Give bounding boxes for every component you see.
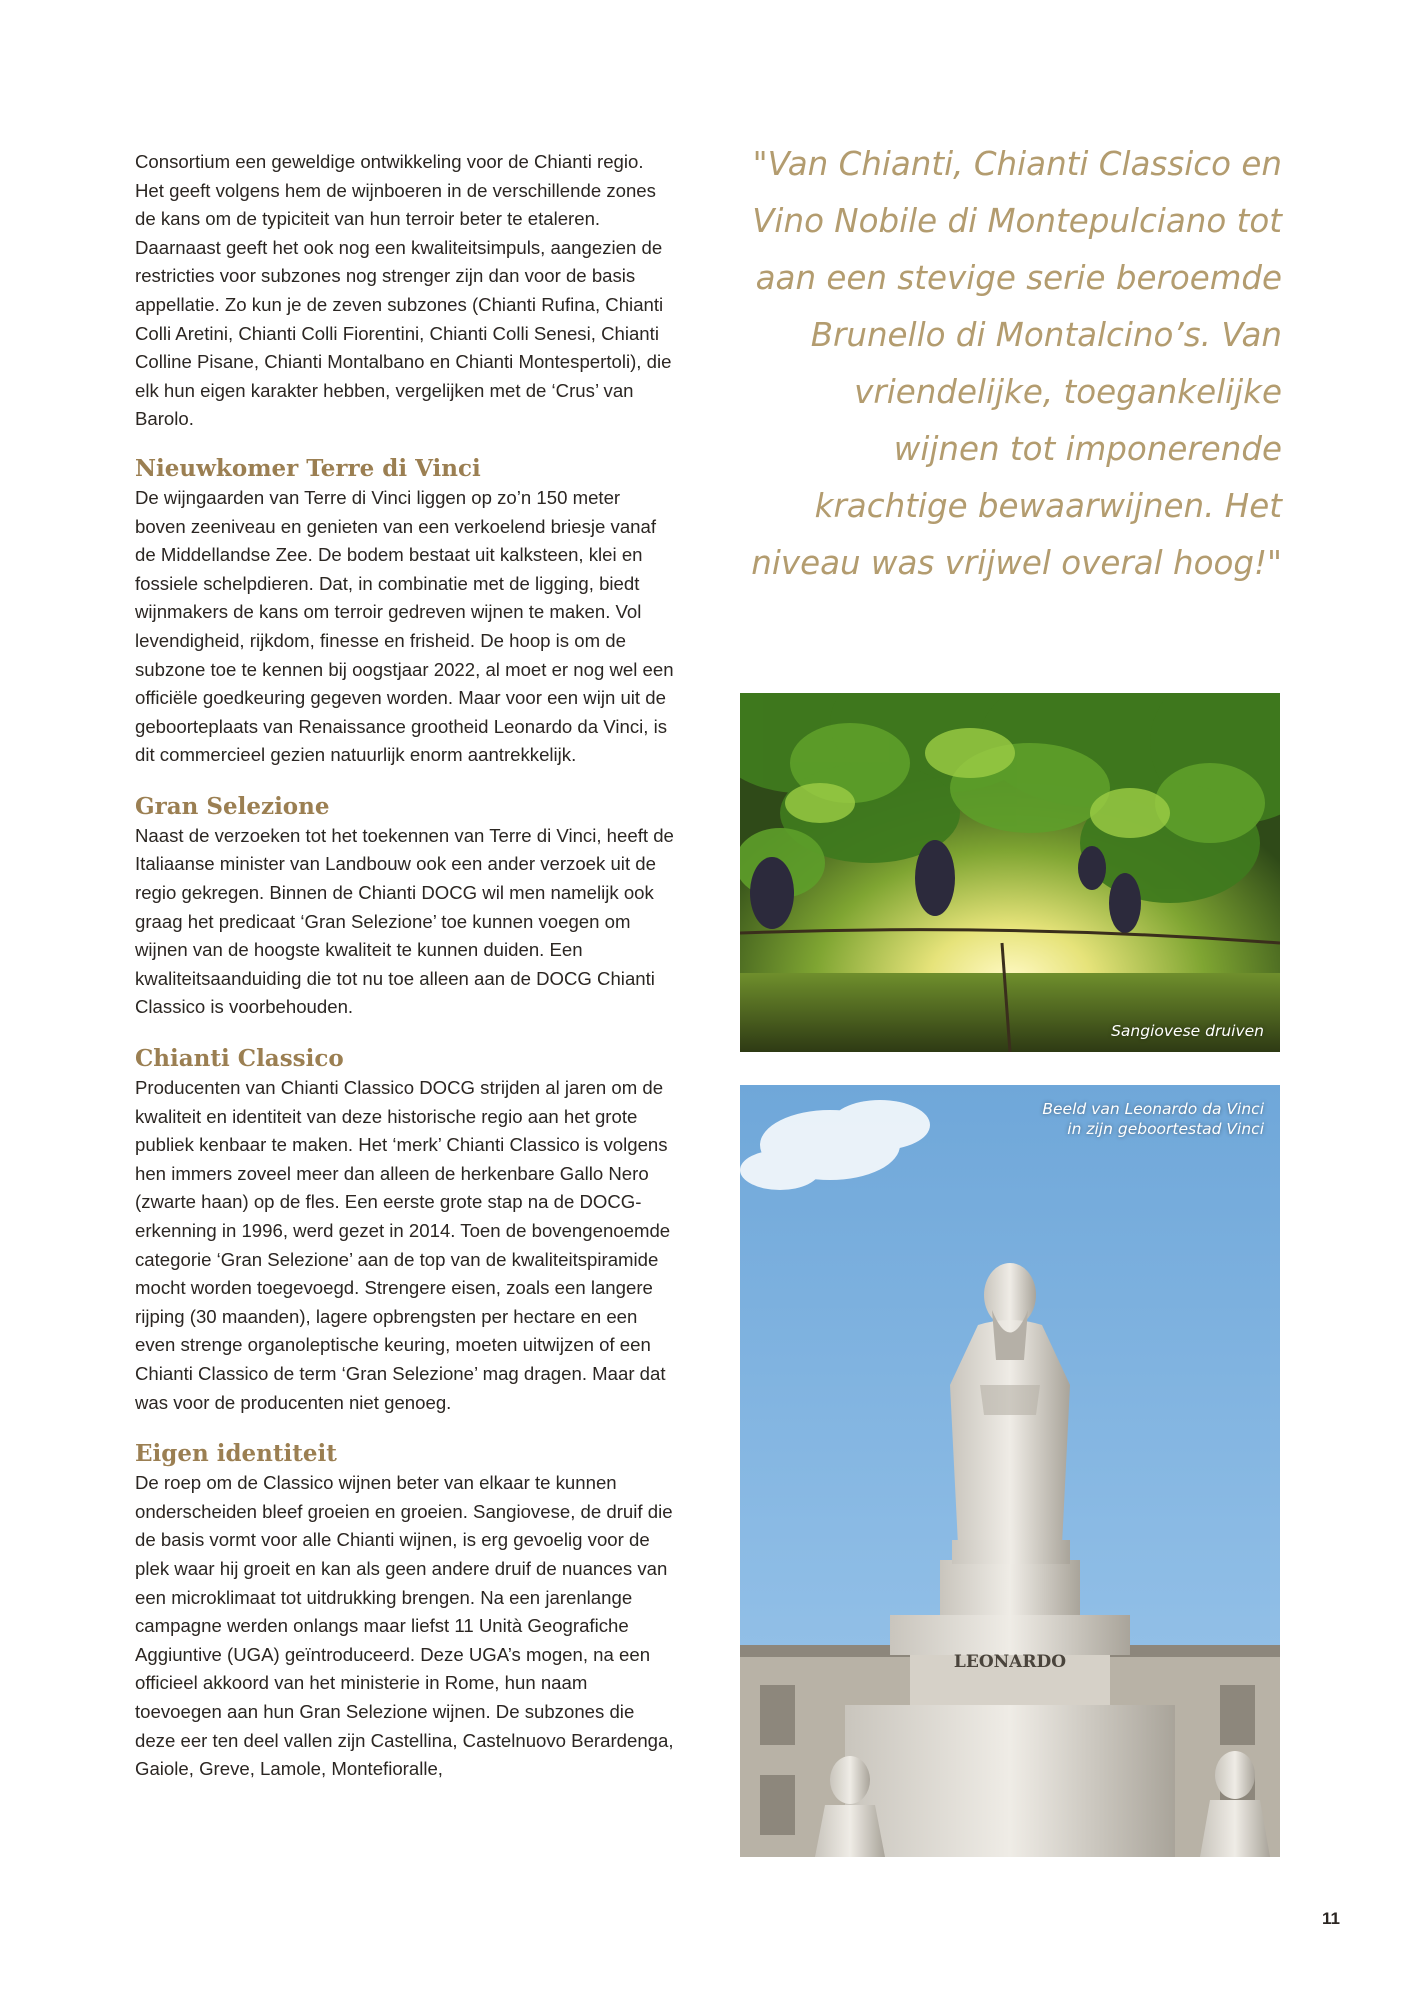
section-heading: Gran Selezione bbox=[135, 792, 330, 820]
section-eigen-identiteit bbox=[135, 1439, 675, 1784]
section-chianti-classico bbox=[135, 1044, 675, 1417]
vineyard-illustration bbox=[740, 693, 1280, 1052]
section-body: Naast de verzoeken tot het toekennen van Terre di Vinci, heeft de Italiaanse minister van Landbouw ook een ander verzoek uit de regio gekregen. Binnen de Chianti DOCG wil men namelijk ook graag het predicaat ‘Gran Selezione’ toe kunnen voegen om wijnen van de hoogste kwaliteit te kunnen duiden. Een kwaliteitsaanduiding die tot nu toe alleen aan de DOCG Chianti Classico is voorbehouden. bbox=[135, 824, 674, 1018]
pull-quote: "Van Chianti, Chianti Classico en Vino Nobile di Montepulciano tot aan een stevige serie beroemde Brunello di Montalcino’s. Van vriendelijke, toegankelijke wijnen tot imponerende krachtige bewaarwijnen. Het niveau was vrijwel overal hoog!" bbox=[751, 145, 1282, 582]
vineyard-photo bbox=[740, 693, 1280, 1052]
vineyard-caption: Sangiovese druiven bbox=[1111, 1022, 1264, 1040]
section-gran-selezione bbox=[135, 792, 675, 1022]
statue-caption bbox=[1042, 1099, 1264, 1139]
statue-caption-line: in zijn geboortestad Vinci bbox=[1067, 1120, 1264, 1138]
section-body: Producenten van Chianti Classico DOCG strijden al jaren om de kwaliteit en identiteit van deze historische regio aan het grote publiek kenbaar te maken. Het ‘merk’ Chianti Classico is volgens hen immers zoveel meer dan alleen de herkenbare Gallo Nero (zwarte haan) op de fles. Een eerste grote stap na de DOCG-erkenning in 1996, werd gezet in 2014. Toen de bovengenoemde categorie ‘Gran Selezione’ aan de top van de kwaliteitspiramide mocht worden toegevoegd. Strengere eisen, zoals een langere rijping (30 maanden), lagere opbrengsten per hectare en een even strenge organoleptische keuring, moeten uitwijzen of een Chianti Classico de term ‘Gran Selezione’ mag dragen. Maar dat was voor de producenten niet genoeg. bbox=[135, 1077, 671, 1413]
intro-paragraph: Consortium een geweldige ontwikkeling voor de Chianti regio. Het geeft volgens hem de wijnboeren in de verschillende zones de kans om de typiciteit van hun terroir beter te etaleren. Daarnaast geeft het ook nog een kwaliteitsimpuls, aangezien de restricties voor subzones nog strenger zijn dan voor de basis appellatie. Zo kun je de zeven subzones (Chianti Rufina, Chianti Colli Aretini, Chianti Colli Fiorentini, Chianti Colli Senesi, Chianti Colline Pisane, Chianti Montalbano en Chianti Montespertoli), die elk hun eigen karakter hebben, vergelijken met de ‘Crus’ van Barolo. bbox=[135, 151, 672, 430]
pedestal-inscription: LEONARDO bbox=[953, 1652, 1067, 1672]
article-column bbox=[135, 148, 675, 1784]
statue-photo bbox=[740, 1085, 1280, 1857]
page-number: 11 bbox=[1322, 1909, 1340, 1928]
section-heading: Eigen identiteit bbox=[135, 1440, 337, 1468]
section-body: De wijngaarden van Terre di Vinci liggen op zo’n 150 meter boven zeeniveau en genieten van een verkoelend briesje vanaf de Middellandse Zee. De bodem bestaat uit kalksteen, klei en fossiele schelpdieren. Dat, in combinatie met de ligging, biedt wijnmakers de kans om terroir gedreven wijnen te maken. Vol levendigheid, rijkdom, finesse en frisheid. De hoop is om de subzone toe te kennen bij oogstjaar 2022, al moet er nog wel een officiële goedkeuring gegeven worden. Maar voor een wijn uit de geboorteplaats van Renaissance grootheid Leonardo da Vinci, is dit commercieel gezien natuurlijk enorm aantrekkelijk. bbox=[135, 486, 674, 766]
statue-illustration bbox=[740, 1085, 1280, 1857]
statue-caption-line: Beeld van Leonardo da Vinci bbox=[1042, 1100, 1264, 1118]
section-body: De roep om de Classico wijnen beter van elkaar te kunnen onderscheiden bleef groeien en groeien. Sangiovese, de druif die de basis vormt voor alle Chianti wijnen, is erg gevoelig voor de plek waar hij groeit en kan als geen andere druif de nuances van een microklimaat tot uitdrukking brengen. Na een jarenlange campagne werden onlangs maar liefst 11 Unità Geografiche Aggiuntive (UGA) geïntroduceerd. Deze UGA’s mogen, na een officieel akkoord van het ministerie in Rome, hun naam toevoegen aan hun Gran Selezione wijnen. De subzones die deze eer ten deel vallen zijn Castellina, Castelnuovo Berardenga, Gaiole, Greve, Lamole, Montefioralle, bbox=[135, 1472, 674, 1780]
section-terre-di-vinci bbox=[135, 454, 675, 770]
section-heading: Chianti Classico bbox=[135, 1045, 344, 1073]
section-heading: Nieuwkomer Terre di Vinci bbox=[135, 454, 481, 482]
